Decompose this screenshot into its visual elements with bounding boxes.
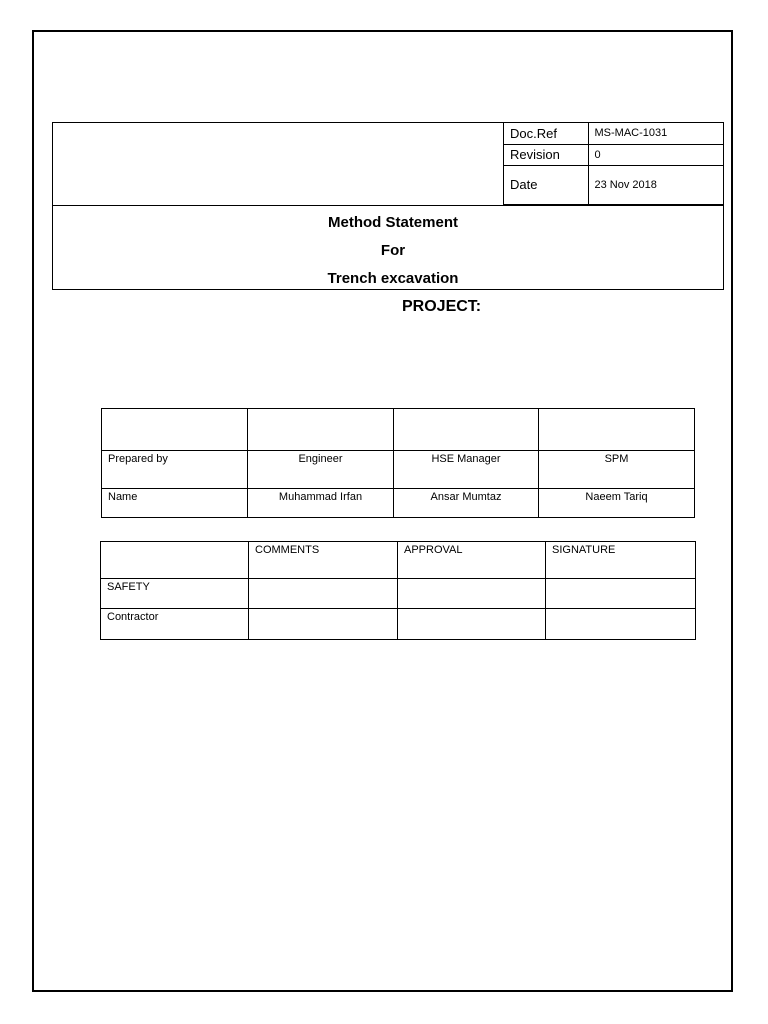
prepared-by-table [101,408,695,518]
role-spm: SPM [539,451,695,489]
engineer-name: Muhammad Irfan [248,489,394,518]
revision-value: 0 [588,144,724,165]
table-row [102,489,695,518]
hse-manager-name: Ansar Mumtaz [394,489,539,518]
table-row [102,451,695,489]
title-line-3: Trench excavation [327,270,459,287]
safety-signature-cell [546,579,696,609]
safety-label: SAFETY [101,579,249,609]
doc-ref-value: MS-MAC-1031 [588,123,724,144]
project-label: PROJECT: [402,298,482,315]
blank-cell [394,409,539,451]
approval-header: APPROVAL [398,542,546,579]
title-line-1: Method Statement [327,214,458,231]
logo-area [53,123,504,205]
table-row [102,409,695,451]
name-label: Name [102,489,248,518]
safety-approval-cell [398,579,546,609]
doc-ref-label: Doc.Ref [504,123,588,144]
role-engineer: Engineer [248,451,394,489]
contractor-signature-cell [546,609,696,640]
prepared-by-label: Prepared by [102,451,248,489]
blank-cell [102,409,248,451]
header-divider [53,205,723,206]
blank-cell [248,409,394,451]
signature-header: SIGNATURE [546,542,696,579]
table-row [101,579,696,609]
contractor-approval-cell [398,609,546,640]
approval-table [100,541,696,640]
blank-cell [539,409,695,451]
revision-label: Revision [504,144,588,165]
comments-header: COMMENTS [249,542,398,579]
safety-comments-cell [249,579,398,609]
date-label: Date [504,165,588,204]
title-line-2: For [380,242,406,259]
table-row [101,609,696,640]
blank-header-cell [101,542,249,579]
role-hse-manager: HSE Manager [394,451,539,489]
document-header [52,122,724,290]
table-header-row [101,542,696,579]
document-meta-table [504,123,724,205]
contractor-label: Contractor [101,609,249,640]
contractor-comments-cell [249,609,398,640]
date-value: 23 Nov 2018 [588,165,724,204]
spm-name: Naeem Tariq [539,489,695,518]
